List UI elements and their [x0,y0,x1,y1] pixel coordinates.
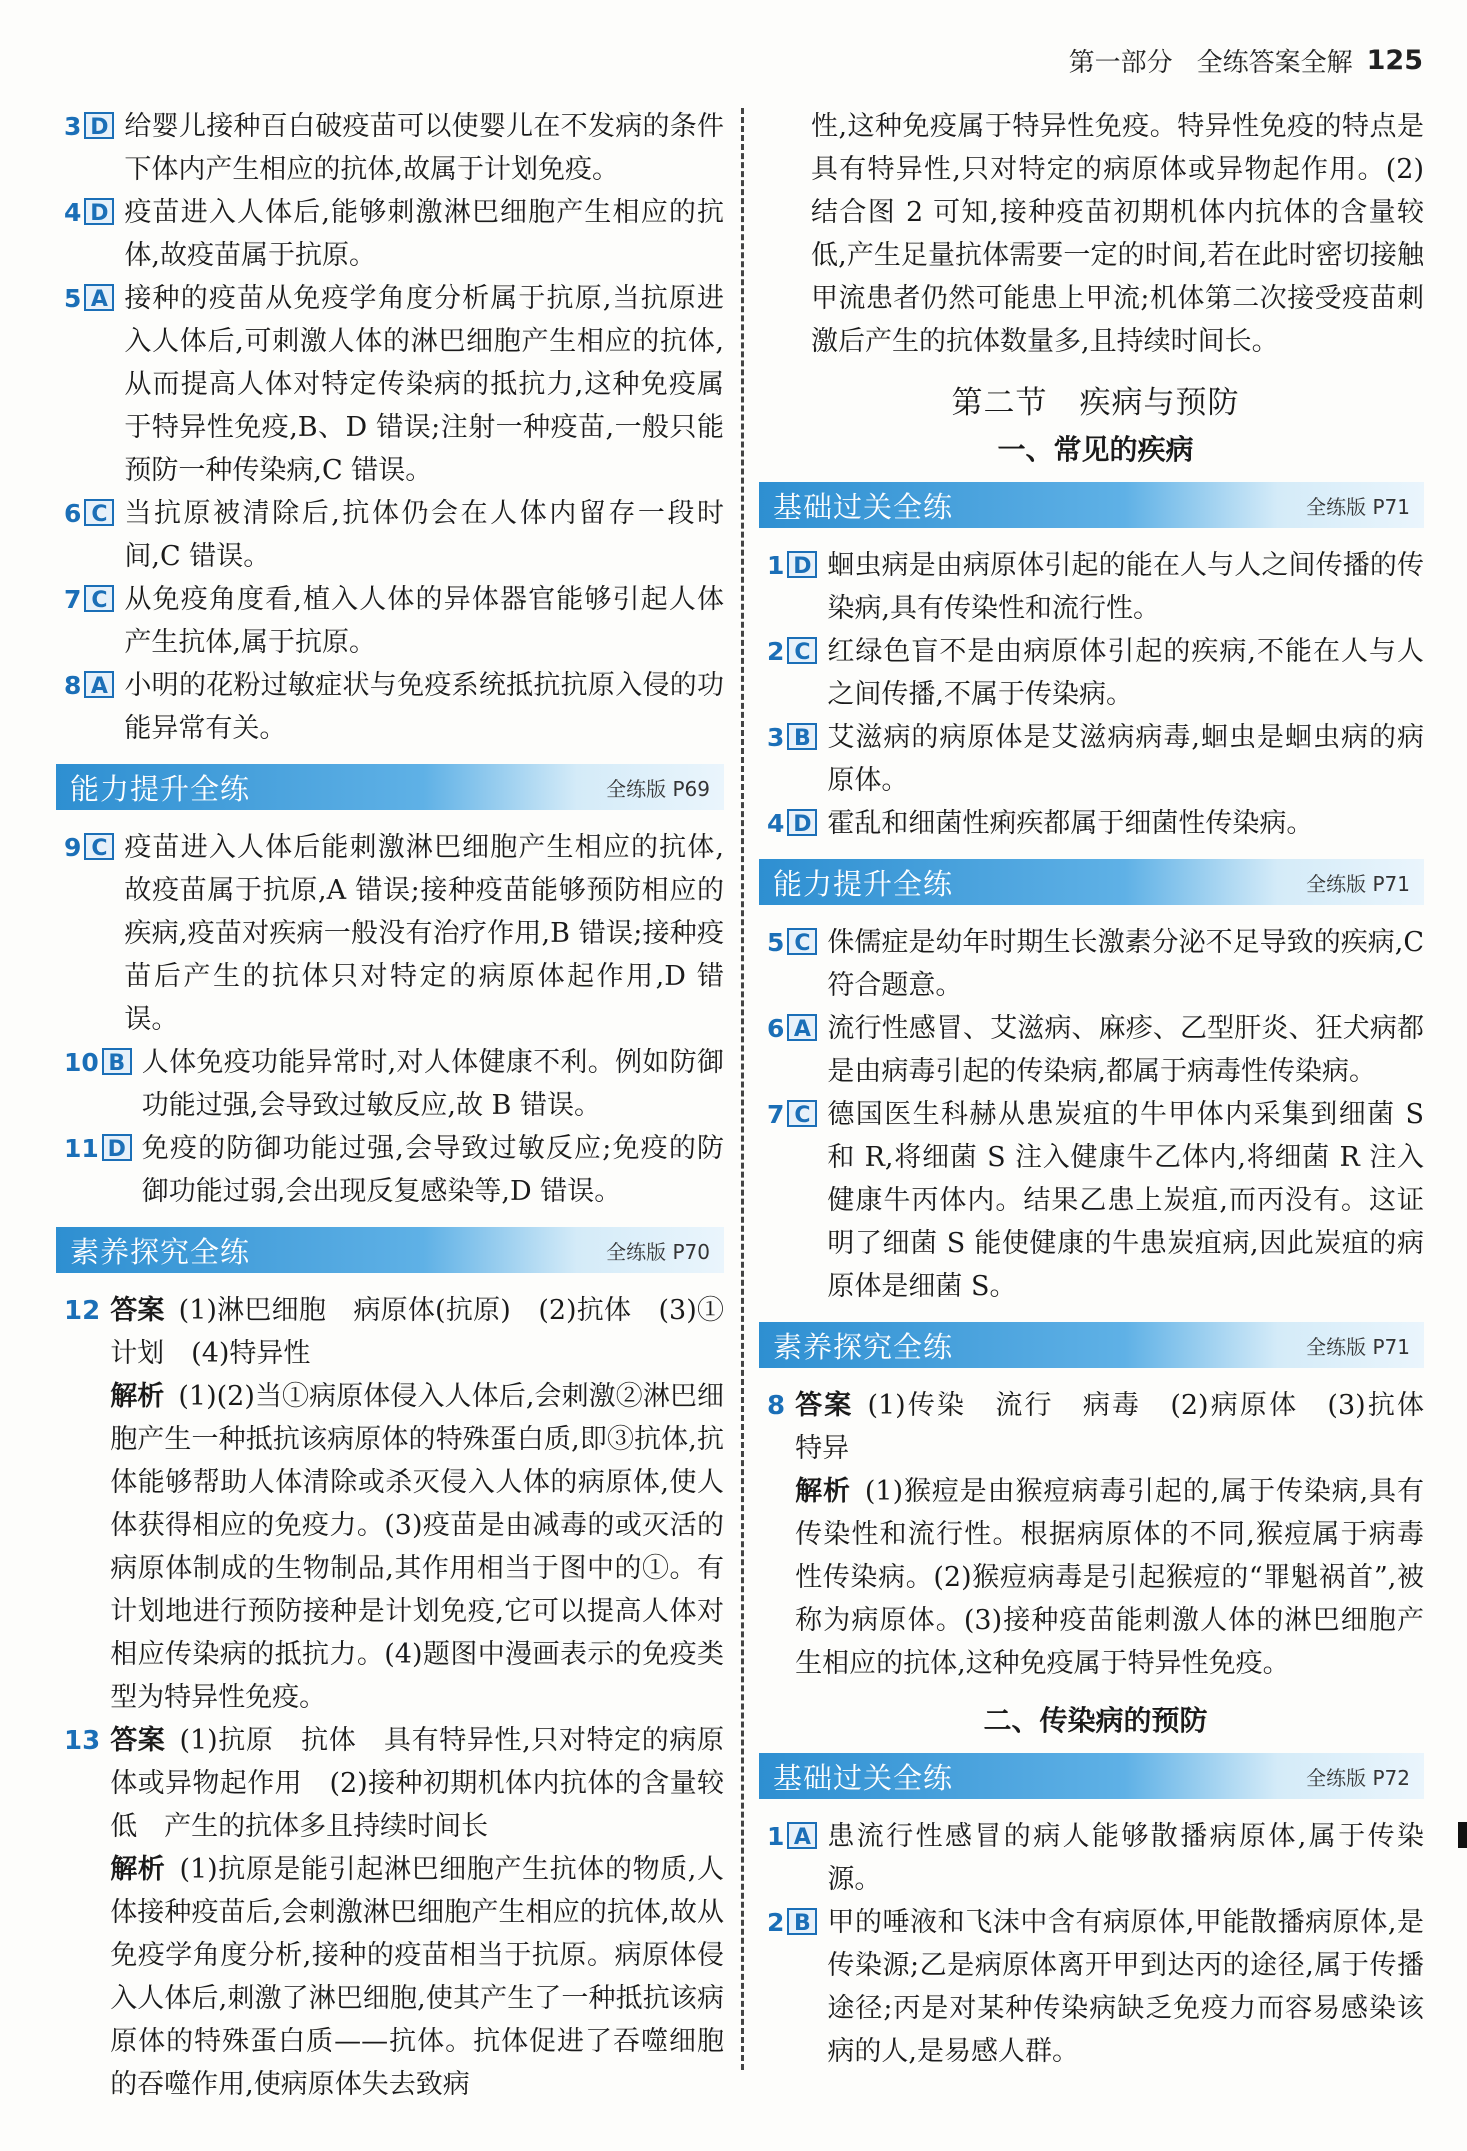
item-number [64,578,114,664]
analysis-line [110,1375,724,1719]
question-number: 5 [64,284,82,313]
question-number: 7 [767,1100,785,1129]
question-number: 13 [64,1726,101,1756]
explanation-text: 侏儒症是幼年时期生长激素分泌不足导致的疾病,C 符合题意。 [827,927,1424,1001]
answer-item [64,578,724,664]
header-part: 第一部分 [1068,47,1173,78]
answer-choice-badge: D [787,551,817,578]
answer-label: 答案 [110,1725,166,1756]
band-page-ref: 全练版 P71 [1306,1334,1410,1359]
band-page-ref: 全练版 P70 [606,1239,710,1264]
question-number: 3 [64,112,82,141]
subsection-title: 二、传染病的预防 [983,1704,1208,1737]
right-column [767,105,1451,2073]
question-number: 4 [767,809,785,838]
answer-label: 答案 [795,1390,854,1421]
question-number: 6 [767,1014,785,1043]
answer-choice-badge: C [84,585,114,612]
item-number [767,544,817,630]
question-number: 9 [64,833,82,862]
answer-item [64,1127,724,1213]
answer-choice-badge: C [84,833,114,860]
question-number: 4 [64,198,82,227]
item-list-e [767,1815,1424,2073]
answer-item [767,630,1424,716]
answer-item [767,1007,1424,1093]
section-band-basic [759,1753,1424,1799]
section-band-literacy [759,1322,1424,1368]
answer-choice-badge: B [787,723,817,750]
answer-item [767,921,1424,1007]
continuation-text: 性,这种免疫属于特异性免疫。特异性免疫的特点是具有特异性,只对特定的病原体或异物起作用。(2)结合图 2 可知,接种疫苗初期机体内抗体的含量较低,产生足量抗体需要一定的时间,若在此时密切接触甲流患者仍然可能患上甲流;机体第二次接受疫苗刺激后产生的抗体数量多,且持续时间长。 [811,111,1424,357]
answer-choice-badge: D [84,112,114,139]
answer-line [110,1719,724,1848]
analysis-text: (1)(2)当①病原体侵入人体后,会刺激②淋巴细胞产生一种抵抗该病原体的特殊蛋白质,即③抗体,抗体能够帮助人体清除或杀灭侵入人体的病原体,使人体获得相应的免疫力。(3)疫苗是由减毒的或灭活的病原体制成的生物制品,其作用相当于图中的①。有计划地进行预防接种是计划免疫,它可以提高人体对相应传染病的抵抗力。(4)题图中漫画表示的免疫类型为特异性免疫。 [110,1381,725,1713]
item-list-a [64,105,724,750]
explanation-text: 小明的花粉过敏症状与免疫系统抵抗抗原入侵的功能异常有关。 [124,670,724,744]
explanation-text: 免疫的防御功能过强,会导致过敏反应;免疫的防御功能过弱,会出现反复感染等,D 错误。 [141,1133,724,1207]
question-13 [64,1719,724,2106]
answer-item [767,716,1424,802]
answer-choice-badge: C [787,1100,817,1127]
explanation-text: 给婴儿接种百白破疫苗可以使婴儿在不发病的条件下体内产生相应的抗体,故属于计划免疫。 [124,111,724,185]
item-number [64,826,114,1041]
band-page-ref: 全练版 P71 [1306,494,1410,519]
answer-text: (1)传染 流行 病毒 (2)病原体 (3)抗体 特异 [795,1390,1451,1464]
answer-item [767,544,1424,630]
answer-label: 答案 [110,1295,165,1326]
band-title: 素养探究全练 [773,1329,954,1364]
question-8 [767,1384,1451,1685]
answer-item [64,664,724,750]
left-column [64,105,751,2106]
analysis-label: 解析 [110,1854,166,1885]
section-band-ability [56,764,724,810]
explanation-text: 红绿色盲不是由病原体引起的疾病,不能在人与人之间传播,不属于传染病。 [827,636,1424,710]
item-number [767,802,817,845]
item-number [767,921,817,1007]
explanation-text: 甲的唾液和飞沫中含有病原体,甲能散播病原体,是传染源;乙是病原体离开甲到达丙的途径,属于传播途径;丙是对某种传染病缺乏免疫力而容易感染该病的人,是易感人群。 [827,1907,1424,2067]
answer-choice-badge: D [102,1134,132,1161]
section-title: 第二节 疾病与预防 [951,385,1240,421]
question-12 [64,1289,751,1719]
question-number: 7 [64,585,82,614]
answer-choice-badge: A [84,671,114,698]
continuation-paragraph [767,105,1424,363]
question-number: 2 [767,637,785,666]
item-number [64,1719,100,2106]
item-number [64,105,114,191]
answer-choice-badge: B [787,1908,817,1935]
question-number: 8 [767,1391,786,1421]
explanation-text: 疫苗进入人体后能刺激淋巴细胞产生相应的抗体,故疫苗属于抗原,A 错误;接种疫苗能够预防相应的疾病,疫苗对疾病一般没有治疗作用,B 错误;接种疫苗后产生的抗体只对特定的病原体起作用,D 错误。 [124,832,724,1035]
section-band-ability [759,859,1424,905]
question-number: 3 [767,723,785,752]
answer-choice-badge: C [787,928,817,955]
explanation-text: 艾滋病的病原体是艾滋病病毒,蛔虫是蛔虫病的病原体。 [827,722,1424,796]
answer-line [110,1289,751,1375]
item-number [64,1289,100,1719]
answer-item [64,492,724,578]
analysis-text: (1)抗原是能引起淋巴细胞产生抗体的物质,人体接种疫苗后,会刺激淋巴细胞产生相应的抗体,故从免疫学角度分析,接种的疫苗相当于抗原。病原体侵入人体后,刺激了淋巴细胞,使其产生了一种抵抗该病原体的特殊蛋白质——抗体。抗体促进了吞噬细胞的吞噬作用,使病原体失去致病 [110,1854,725,2100]
item-number [767,1093,817,1308]
item-list-d [767,921,1424,1308]
question-number: 1 [767,1822,785,1851]
item-number [64,277,114,492]
question-number: 8 [64,671,82,700]
question-number: 11 [64,1134,99,1163]
item-number [64,191,114,277]
item-number [767,1901,817,2073]
band-title: 能力提升全练 [70,771,251,806]
band-page-ref: 全练版 P71 [1306,871,1410,896]
explanation-text: 蛔虫病是由病原体引起的能在人与人之间传播的传染病,具有传染性和流行性。 [827,550,1424,624]
item-number [767,630,817,716]
analysis-label: 解析 [110,1381,165,1412]
analysis-line [795,1470,1424,1685]
answer-choice-badge: D [84,198,114,225]
item-number [767,1007,817,1093]
answer-choice-badge: A [787,1822,817,1849]
section-band-literacy [56,1227,724,1273]
explanation-text: 流行性感冒、艾滋病、麻疹、乙型肝炎、狂犬病都是由病毒引起的传染病,都属于病毒性传染病。 [827,1013,1424,1087]
answer-item [64,277,724,492]
explanation-text: 患流行性感冒的病人能够散播病原体,属于传染源。 [827,1821,1424,1895]
item-number [64,492,114,578]
answer-choice-badge: C [84,499,114,526]
answer-line [795,1384,1451,1470]
answer-item [64,191,724,277]
item-number [64,664,114,750]
column-divider [741,108,744,2070]
item-number [767,716,817,802]
analysis-line [110,1848,724,2106]
question-number: 12 [64,1296,101,1326]
answer-text: (1)淋巴细胞 病原体(抗原) (2)抗体 (3)① 计划 (4)特异性 [110,1295,751,1369]
header-section: 全练答案全解 [1196,47,1353,78]
band-title: 素养探究全练 [70,1234,251,1269]
answer-item [767,1093,1424,1308]
explanation-text: 德国医生科赫从患炭疽的牛甲体内采集到细菌 S 和 R,将细菌 S 注入健康牛乙体内,将细菌 R 注入健康牛丙体内。结果乙患上炭疽,而丙没有。这证明了细菌 S 能使健康的牛患炭疽病,因此炭疽的病原体是细菌 S。 [827,1099,1424,1302]
explanation-text: 接种的疫苗从免疫学角度分析属于抗原,当抗原进入人体后,可刺激人体的淋巴细胞产生相应的抗体,从而提高人体对特定传染病的抵抗力,这种免疫属于特异性免疫,B、D 错误;注射一种疫苗,一般只能预防一种传染病,C 错误。 [124,283,724,486]
band-title: 基础过关全练 [773,1760,954,1795]
explanation-text: 疫苗进入人体后,能够刺激淋巴细胞产生相应的抗体,故疫苗属于抗原。 [124,197,724,271]
page-number: 125 [1366,44,1423,76]
explanation-text: 当抗原被清除后,抗体仍会在人体内留存一段时间,C 错误。 [124,498,724,572]
analysis-label: 解析 [795,1476,851,1507]
item-list-c [767,544,1424,845]
answer-choice-badge: A [84,284,114,311]
answer-choice-badge: C [787,637,817,664]
question-number: 1 [767,551,785,580]
question-body [100,1719,724,2106]
answer-item [767,1901,1424,2073]
answer-choice-badge: D [787,809,817,836]
page-edge-marker [1458,1822,1467,1848]
band-title: 能力提升全练 [773,866,954,901]
band-page-ref: 全练版 P69 [606,776,710,801]
answer-text: (1)抗原 抗体 具有特异性,只对特定的病原体或异物起作用 (2)接种初期机体内抗体的含量较低 产生的抗体多且持续时间长 [110,1725,725,1842]
answer-choice-badge: B [102,1048,132,1075]
analysis-text: (1)猴痘是由猴痘病毒引起的,属于传染病,具有传染性和流行性。根据病原体的不同,猴痘属于病毒性传染病。(2)猴痘病毒是引起猴痘的“罪魁祸首”,被称为病原体。(3)接种疫苗能刺激人体的淋巴细胞产生相应的抗体,这种免疫属于特异性免疫。 [795,1476,1424,1679]
question-number: 6 [64,499,82,528]
explanation-text: 霍乱和细菌性痢疾都属于细菌性传染病。 [827,808,1314,839]
question-body [785,1384,1451,1685]
answer-item [767,802,1424,845]
answer-item [64,826,724,1041]
question-number: 10 [64,1048,99,1077]
item-number [767,1384,785,1685]
answer-item [64,1041,724,1127]
explanation-text: 从免疫角度看,植入人体的异体器官能够引起人体产生抗体,属于抗原。 [124,584,724,658]
band-page-ref: 全练版 P72 [1306,1765,1410,1790]
explanation-text: 人体免疫功能异常时,对人体健康不利。例如防御功能过强,会导致过敏反应,故 B 错误。 [141,1047,724,1121]
answer-item [64,105,724,191]
section-band-basic [759,482,1424,528]
item-number [64,1127,132,1213]
answer-choice-badge: A [787,1014,817,1041]
page-header [1069,38,1423,82]
item-list-b [64,826,724,1213]
item-number [64,1041,132,1127]
item-number [767,1815,817,1901]
question-body [100,1289,751,1719]
subsection-title: 一、常见的疾病 [997,433,1194,466]
question-number: 2 [767,1908,785,1937]
band-title: 基础过关全练 [773,489,954,524]
question-number: 5 [767,928,785,957]
answer-item [767,1815,1424,1901]
